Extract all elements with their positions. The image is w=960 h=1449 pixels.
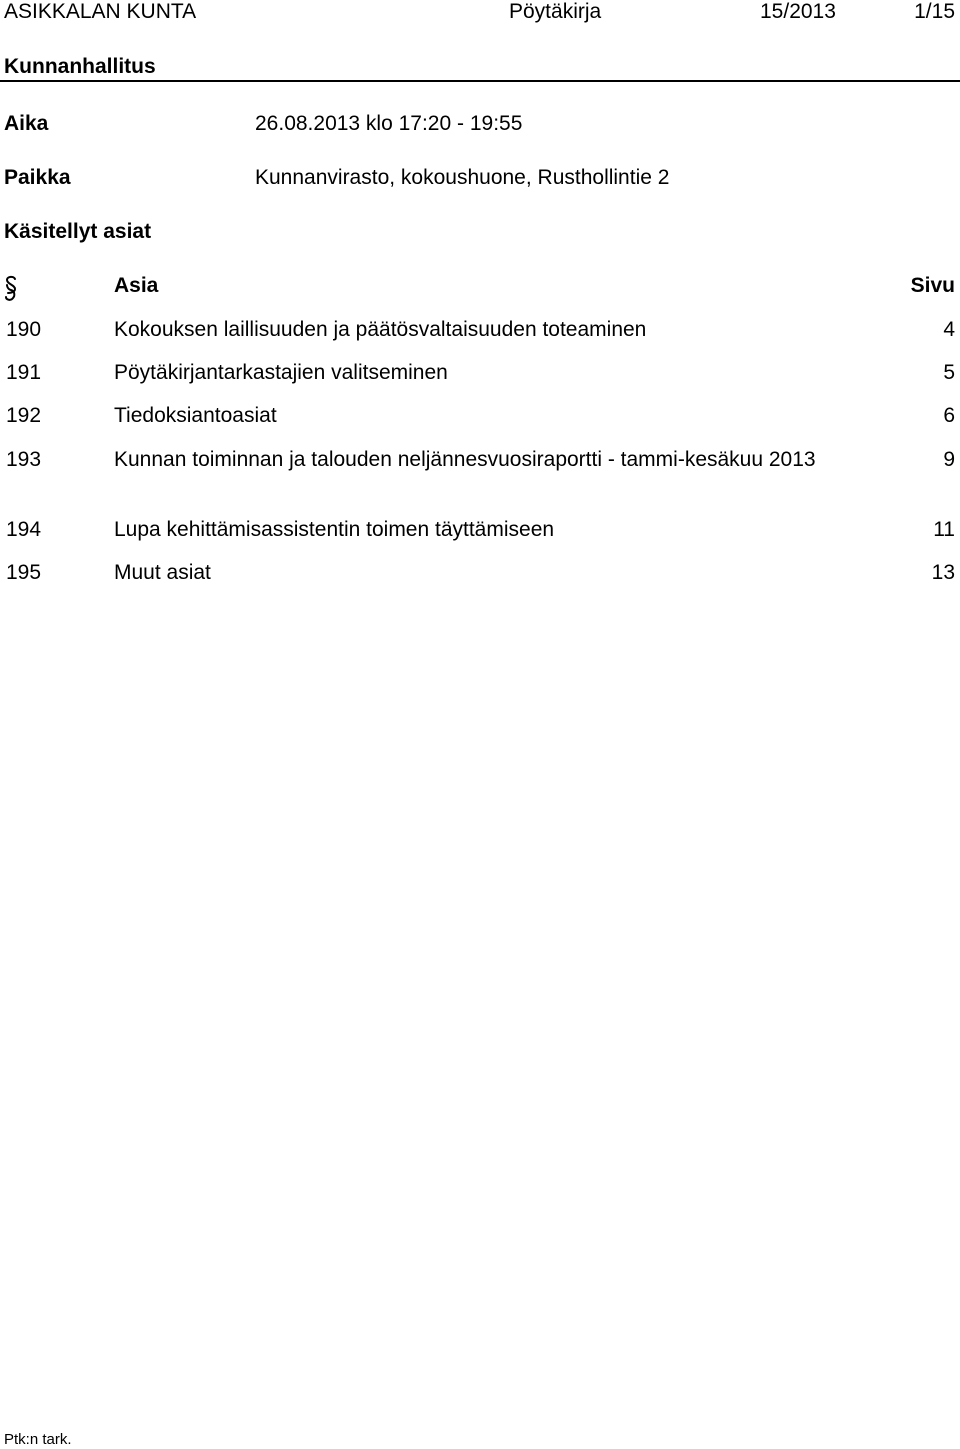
agenda-title: Lupa kehittämisassistentin toimen täyttämiseen (114, 518, 555, 541)
agenda-title: Muut asiat (114, 561, 211, 584)
document-type: Pöytäkirja (509, 0, 602, 23)
agenda-number: 191 (6, 361, 42, 384)
agenda-page: 5 (943, 361, 955, 384)
agenda-number: 193 (6, 448, 42, 471)
agenda-title: Tiedoksiantoasiat (114, 404, 277, 427)
header-divider (0, 80, 960, 82)
document-number: 15/2013 (760, 0, 836, 23)
agenda-page: 11 (933, 518, 955, 541)
agenda-page: 13 (931, 561, 955, 584)
agenda-page: 4 (943, 318, 955, 341)
agenda-page: 9 (943, 448, 955, 471)
agenda-number: 190 (6, 318, 42, 341)
agenda-title: Pöytäkirjantarkastajien valitseminen (114, 361, 448, 384)
time-value: 26.08.2013 klo 17:20 - 19:55 (255, 112, 523, 135)
footer-initials-label: Ptk:n tark. (4, 1431, 72, 1448)
place-label: Paikka (4, 166, 71, 189)
page-number: 1/15 (914, 0, 955, 23)
agenda-title: Kunnan toiminnan ja talouden neljännesvuosiraportti - tammi-kesäkuu 2013 (114, 448, 816, 471)
agenda-number: 192 (6, 404, 42, 427)
section-title: Käsitellyt asiat (4, 220, 152, 243)
committee-name: Kunnanhallitus (4, 55, 156, 78)
agenda-number: 194 (6, 518, 42, 541)
section-sign-icon (4, 275, 18, 303)
column-header-page: Sivu (910, 274, 955, 297)
agenda-title: Kokouksen laillisuuden ja päätösvaltaisuuden toteaminen (114, 318, 647, 341)
agenda-page: 6 (943, 404, 955, 427)
place-value: Kunnanvirasto, kokoushuone, Rusthollintie 2 (255, 166, 670, 189)
column-header-subject: Asia (114, 274, 159, 297)
municipality-name: ASIKKALAN KUNTA (4, 0, 197, 23)
time-label: Aika (4, 112, 49, 135)
agenda-number: 195 (6, 561, 42, 584)
